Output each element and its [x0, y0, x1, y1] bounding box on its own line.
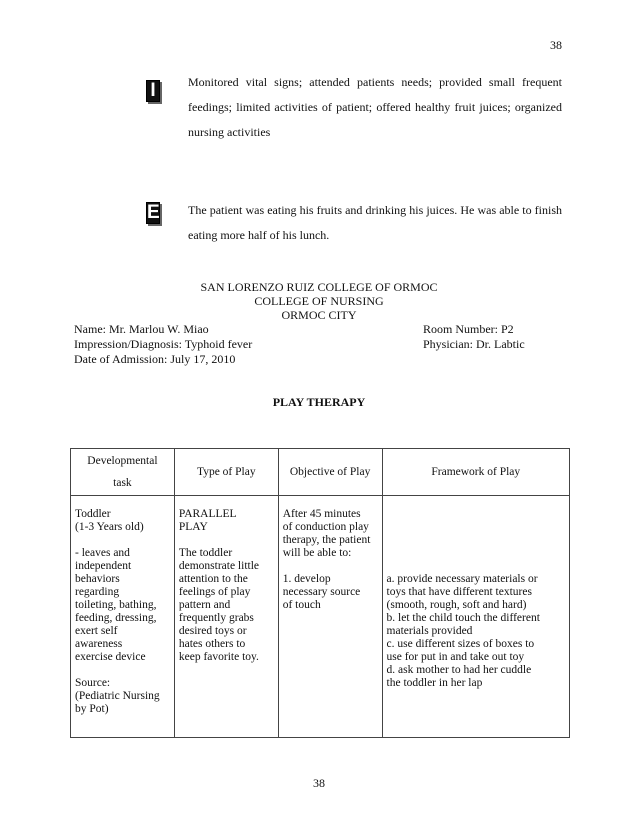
header-type-of-play: Type of Play — [174, 449, 278, 496]
objective-line: therapy, the patient — [282, 534, 371, 546]
type-line: PLAY — [178, 521, 208, 533]
framework-line: d. ask mother to had her cuddle — [386, 664, 532, 676]
dev-line: exercise device — [75, 651, 146, 663]
dev-line: (Pediatric Nursing — [75, 690, 160, 702]
type-line: PARALLEL — [178, 508, 237, 520]
framework-line: a. provide necessary materials or — [386, 573, 538, 585]
college-department: COLLEGE OF NURSING — [254, 294, 384, 308]
cell-objective-of-play — [278, 496, 382, 738]
type-line: feelings of play — [178, 586, 251, 598]
header-developmental-line2: task — [113, 477, 132, 489]
dev-line: feeding, dressing, — [75, 612, 157, 624]
type-line: hates others to — [178, 638, 246, 650]
objective-line: will be able to: — [282, 547, 352, 559]
framework-line: toys that have different textures — [386, 586, 532, 598]
evaluation-text: The patient was eating his fruits and drinking his juices. He was able to finish eating more half of his lunch. — [188, 203, 562, 242]
room-number: Room Number: P2 — [423, 322, 514, 336]
objective-line: 1. develop — [282, 573, 331, 585]
type-line: attention to the — [178, 573, 248, 585]
page-title: PLAY THERAPY — [272, 395, 366, 409]
dev-line: regarding — [75, 586, 120, 598]
dev-line: awareness — [75, 638, 123, 650]
dev-line: exert self — [75, 625, 118, 637]
objective-line: necessary source — [282, 586, 361, 598]
dev-line: by Pot) — [75, 703, 109, 715]
dev-line: - leaves and — [75, 547, 130, 559]
objective-line: of conduction play — [282, 521, 369, 533]
admission-date: Date of Admission: July 17, 2010 — [74, 352, 236, 366]
dev-line: (1-3 Years old) — [75, 521, 144, 533]
framework-line: b. let the child touch the different — [386, 612, 540, 624]
implementation-text: Monitored vital signs; attended patients needs; provided small frequent feedings; limited activities of patient; offered healthy fruit juices; organized nursing activities — [188, 75, 562, 139]
table-row — [71, 496, 570, 738]
framework-line: the toddler in her lap — [386, 677, 483, 689]
college-name: SAN LORENZO RUIZ COLLEGE OF ORMOC — [200, 280, 438, 294]
table-header-row — [71, 449, 570, 496]
dev-line: toileting, bathing, — [75, 599, 157, 611]
objective-line: of touch — [282, 599, 321, 611]
framework-line: c. use different sizes of boxes to — [386, 638, 535, 650]
physician: Physician: Dr. Labtic — [423, 337, 525, 351]
dev-line: Toddler — [75, 508, 111, 520]
page-number-bottom: 38 — [313, 776, 325, 790]
header-developmental-line1: Developmental — [87, 455, 158, 467]
play-therapy-table — [70, 448, 570, 738]
cell-framework-of-play — [382, 496, 569, 738]
patient-diagnosis: Impression/Diagnosis: Typhoid fever — [74, 337, 253, 351]
college-city: ORMOC CITY — [281, 308, 357, 322]
cell-developmental-task — [71, 496, 175, 738]
evaluation-letter-icon: E — [147, 202, 160, 223]
dev-line: independent — [75, 560, 132, 572]
implementation-letter-icon: I — [146, 80, 160, 102]
framework-line: use for put in and take out toy — [386, 651, 525, 663]
type-line: demonstrate little — [178, 560, 260, 572]
type-line: frequently grabs — [178, 612, 254, 624]
framework-line: (smooth, rough, soft and hard) — [386, 599, 527, 611]
header-framework-of-play: Framework of Play — [382, 449, 569, 496]
header-objective-of-play: Objective of Play — [278, 449, 382, 496]
header-developmental-task — [71, 449, 175, 496]
type-line: desired toys or — [178, 625, 247, 637]
dev-line: behaviors — [75, 573, 120, 585]
type-line: keep favorite toy. — [178, 651, 259, 663]
objective-line: After 45 minutes — [282, 508, 361, 520]
framework-line: materials provided — [386, 625, 473, 637]
type-line: pattern and — [178, 599, 231, 611]
patient-name: Name: Mr. Marlou W. Miao — [74, 322, 209, 336]
cell-type-of-play — [174, 496, 278, 738]
page-number-top: 38 — [550, 38, 562, 52]
dev-line: Source: — [75, 677, 111, 689]
type-line: The toddler — [178, 547, 233, 559]
